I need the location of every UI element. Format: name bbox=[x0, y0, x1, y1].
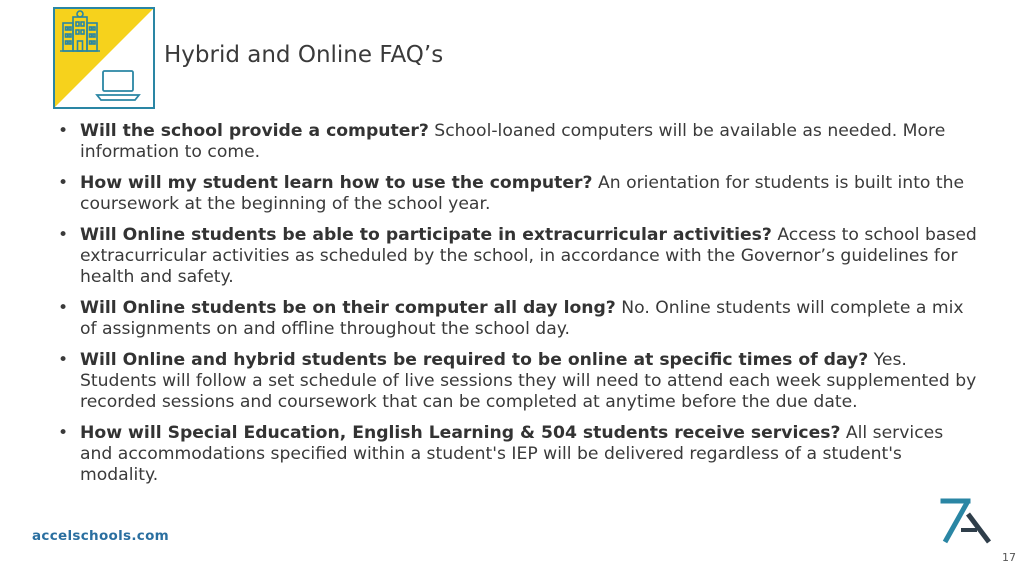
faq-answer: No. Online students will complete a mix of assignments on and offline throughout the school day. bbox=[80, 298, 964, 339]
faq-item bbox=[58, 225, 978, 287]
logo-graphic bbox=[55, 9, 153, 107]
bullet: • bbox=[58, 298, 69, 319]
faq-question: How will Special Education, English Learning & 504 students receive services? bbox=[80, 423, 841, 444]
bullet: • bbox=[58, 121, 69, 141]
footer-website: accelschools.com bbox=[32, 528, 170, 544]
page-title: Hybrid and Online FAQ’s bbox=[164, 42, 444, 68]
faq-list bbox=[58, 121, 978, 496]
hybrid-online-logo bbox=[53, 7, 155, 109]
faq-question: Will Online students be on their computer all day long? bbox=[80, 298, 616, 319]
faq-item bbox=[58, 350, 978, 412]
faq-question: How will my student learn how to use the computer? bbox=[80, 173, 593, 194]
faq-answer: Access to school based extracurricular activities as scheduled by the school, in accordance with the Governor’s guidelines for health and safety. bbox=[80, 225, 977, 287]
faq-answer: An orientation for students is built into the coursework at the beginning of the school year. bbox=[80, 173, 965, 214]
faq-answer: Yes. Students will follow a set schedule of live sessions they will need to attend each week supplemented by recorded sessions and coursework that can be completed at anytime before the due date. bbox=[80, 350, 977, 412]
faq-item bbox=[58, 298, 978, 340]
faq-question: Will Online students be able to participate in extracurricular activities? bbox=[80, 225, 772, 246]
bullet: • bbox=[58, 423, 69, 444]
laptop-icon bbox=[97, 71, 139, 100]
bullet: • bbox=[58, 225, 69, 246]
faq-answer: School-loaned computers will be available as needed. More information to come. bbox=[80, 121, 946, 162]
faq-item bbox=[58, 423, 978, 485]
faq-question: Will the school provide a computer? bbox=[80, 121, 429, 141]
accel-logo-icon bbox=[939, 498, 995, 546]
bullet: • bbox=[58, 350, 69, 371]
faq-answer: All services and accommodations specified within a student's IEP will be delivered regardless of a student's modality. bbox=[80, 423, 944, 485]
faq-item bbox=[58, 121, 978, 163]
bullet: • bbox=[58, 173, 69, 194]
faq-question: Will Online and hybrid students be required to be online at specific times of day? bbox=[80, 350, 869, 371]
page-number: 17 bbox=[1002, 551, 1016, 564]
faq-item bbox=[58, 173, 978, 215]
